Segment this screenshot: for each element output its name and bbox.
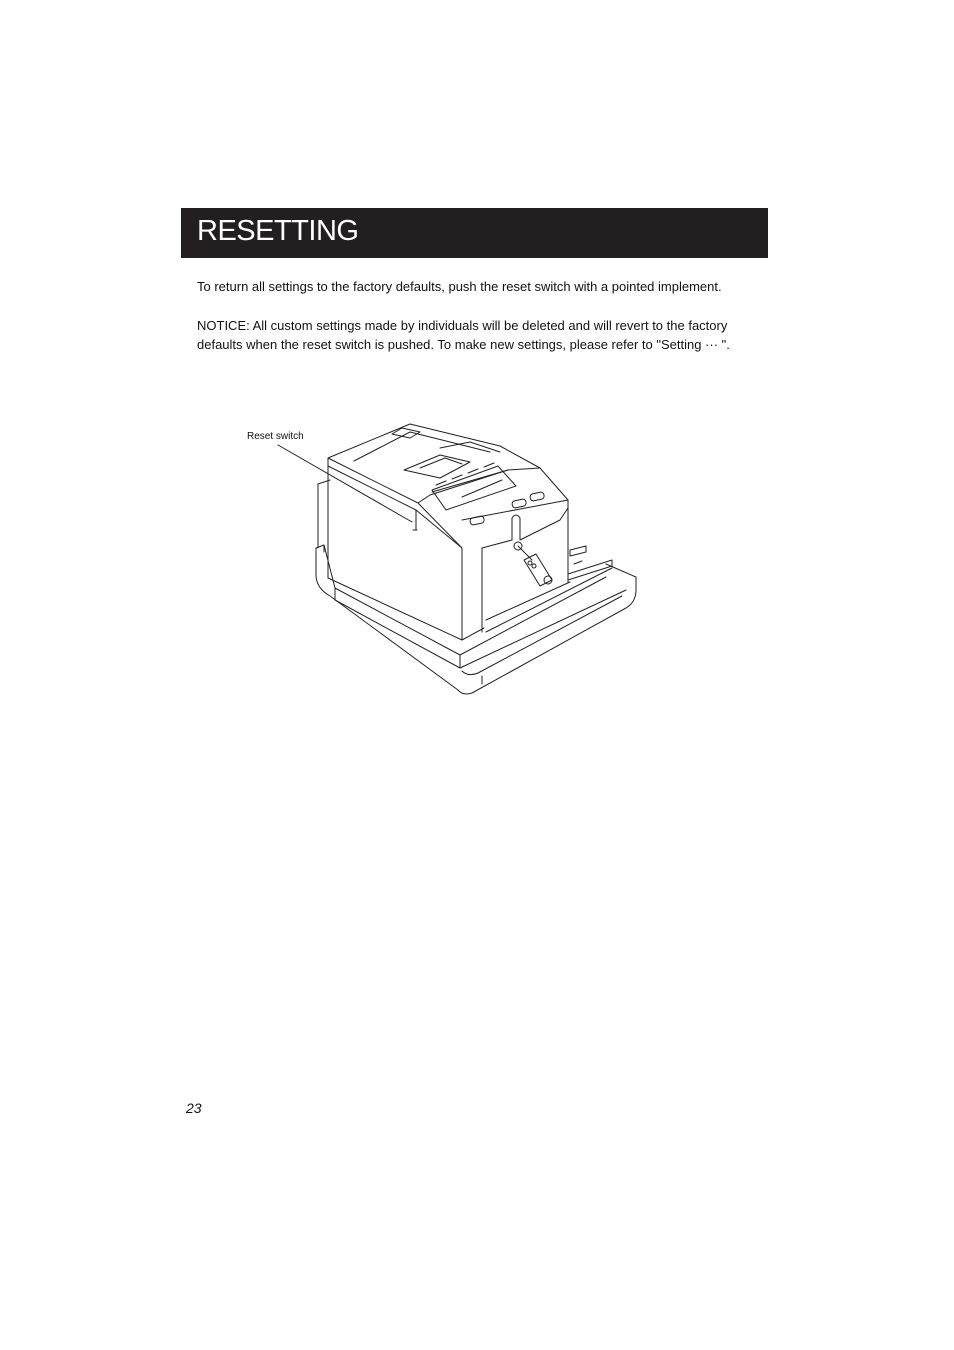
intro-paragraph: To return all settings to the factory defaults, push the reset switch with a pointed implement. xyxy=(197,279,722,294)
button-2 xyxy=(512,499,527,509)
front-rail xyxy=(570,546,586,556)
housing-left-face xyxy=(328,466,462,640)
section-title: RESETTING xyxy=(197,215,359,247)
ribbon-clamp xyxy=(524,554,552,586)
base-tray xyxy=(316,548,636,694)
reset-switch-callout-label: Reset switch xyxy=(247,431,304,442)
page-number: 23 xyxy=(186,1100,202,1116)
reset-switch-leader-line xyxy=(278,445,412,522)
housing-top xyxy=(328,424,568,508)
section-header-bar xyxy=(181,208,768,258)
button-1 xyxy=(470,516,485,526)
housing-right-face xyxy=(462,548,484,640)
time-recorder-illustration xyxy=(240,420,650,705)
button-3 xyxy=(530,492,545,502)
notice-paragraph: NOTICE: All custom settings made by individuals will be deleted and will revert to the factory defaults when the reset switch is pushed. To make new settings, please refer to "Setting ··· ". xyxy=(197,318,730,352)
